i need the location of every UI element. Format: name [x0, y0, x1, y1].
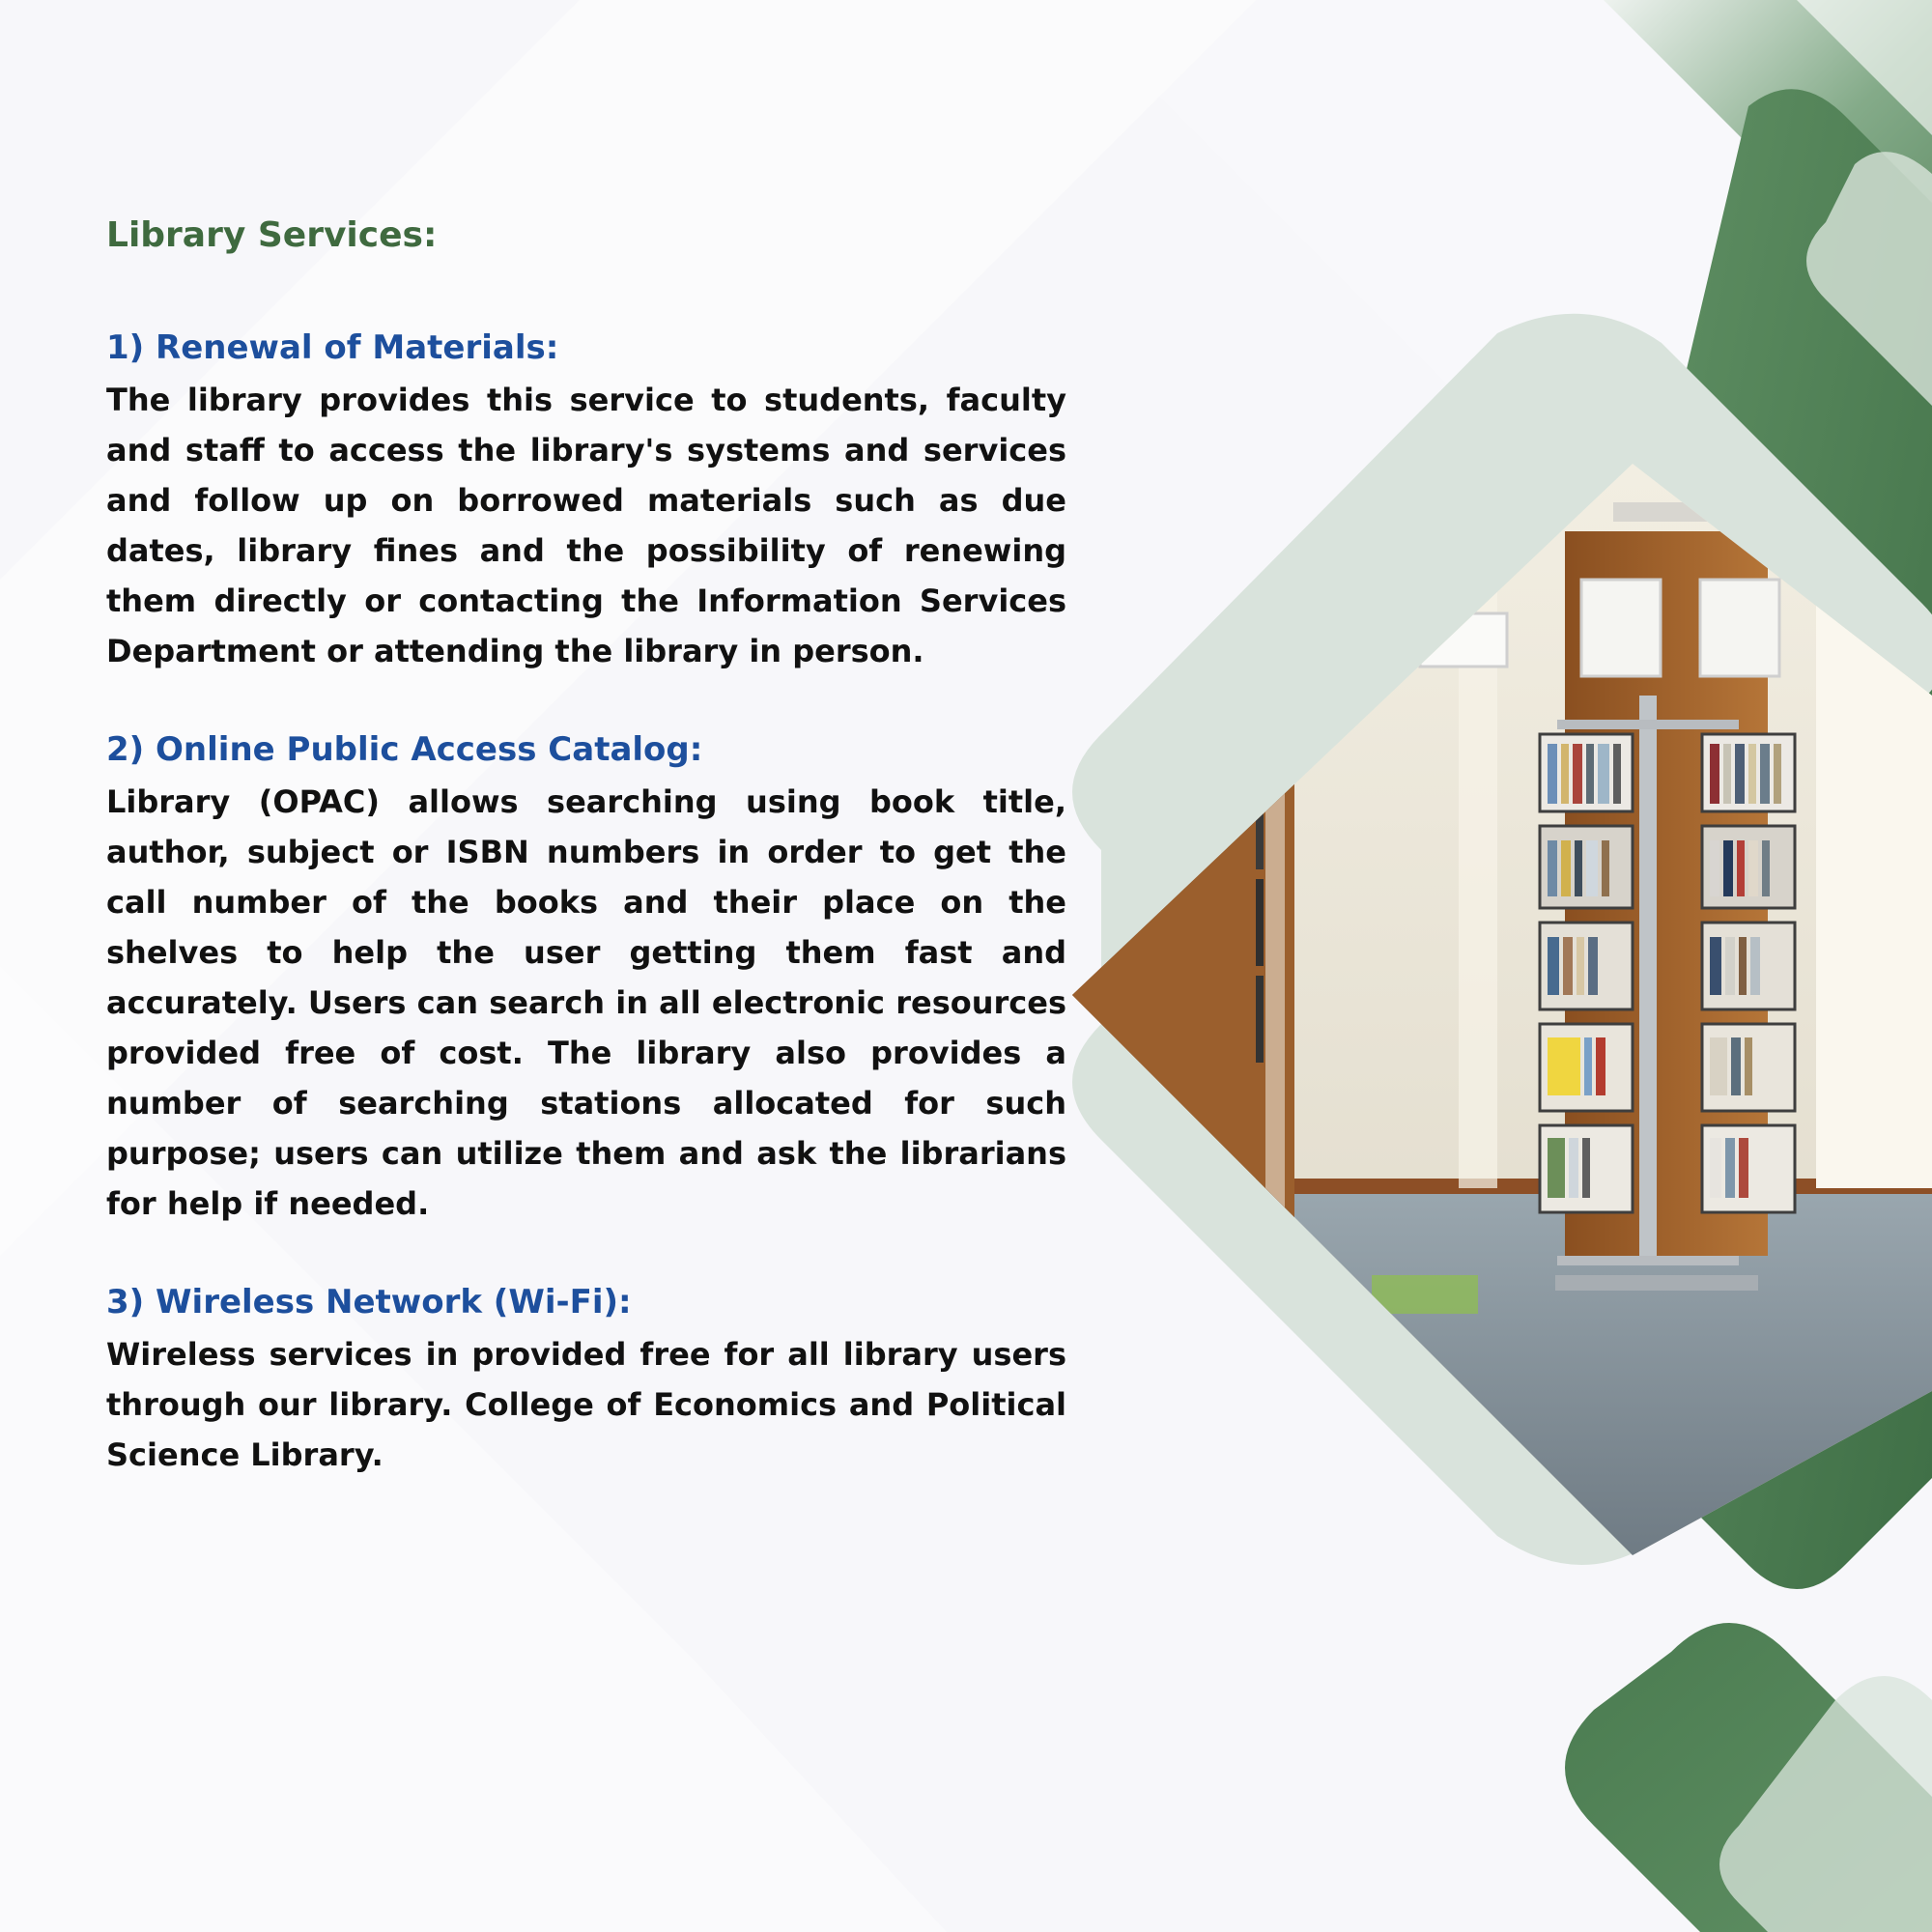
service-renewal [106, 323, 1066, 676]
service-opac [106, 724, 1066, 1229]
service-title-renewal: 1) Renewal of Materials: [106, 328, 559, 367]
library-photo [1072, 464, 1932, 1555]
page-title: Library Services: [106, 215, 438, 255]
service-body-opac: Library (OPAC) allows searching using book title, author, subject or ISBN numbers in order to get the call number of the books and their place on the shelves to help the user getting them fast and accurately. Users can search in all electronic resources provided free of cost. The library also provides a number of searching stations allocated for such purpose; users can utilize them and ask the librarians for help if needed. [106, 783, 1066, 1222]
service-body-renewal: The library provides this service to students, faculty and staff to access the library's systems and services and follow up on borrowed materials such as due dates, library fines and the possibility of renewing them directly or contacting the Information Services Department or attending the library in person. [106, 382, 1066, 669]
service-body-wifi: Wireless services in provided free for all library users through our library. College of Economics and Political Science Library. [106, 1336, 1066, 1473]
library-services-content [106, 211, 1066, 1528]
service-title-opac: 2) Online Public Access Catalog: [106, 730, 703, 769]
service-wifi [106, 1277, 1066, 1480]
service-title-wifi: 3) Wireless Network (Wi-Fi): [106, 1283, 632, 1321]
